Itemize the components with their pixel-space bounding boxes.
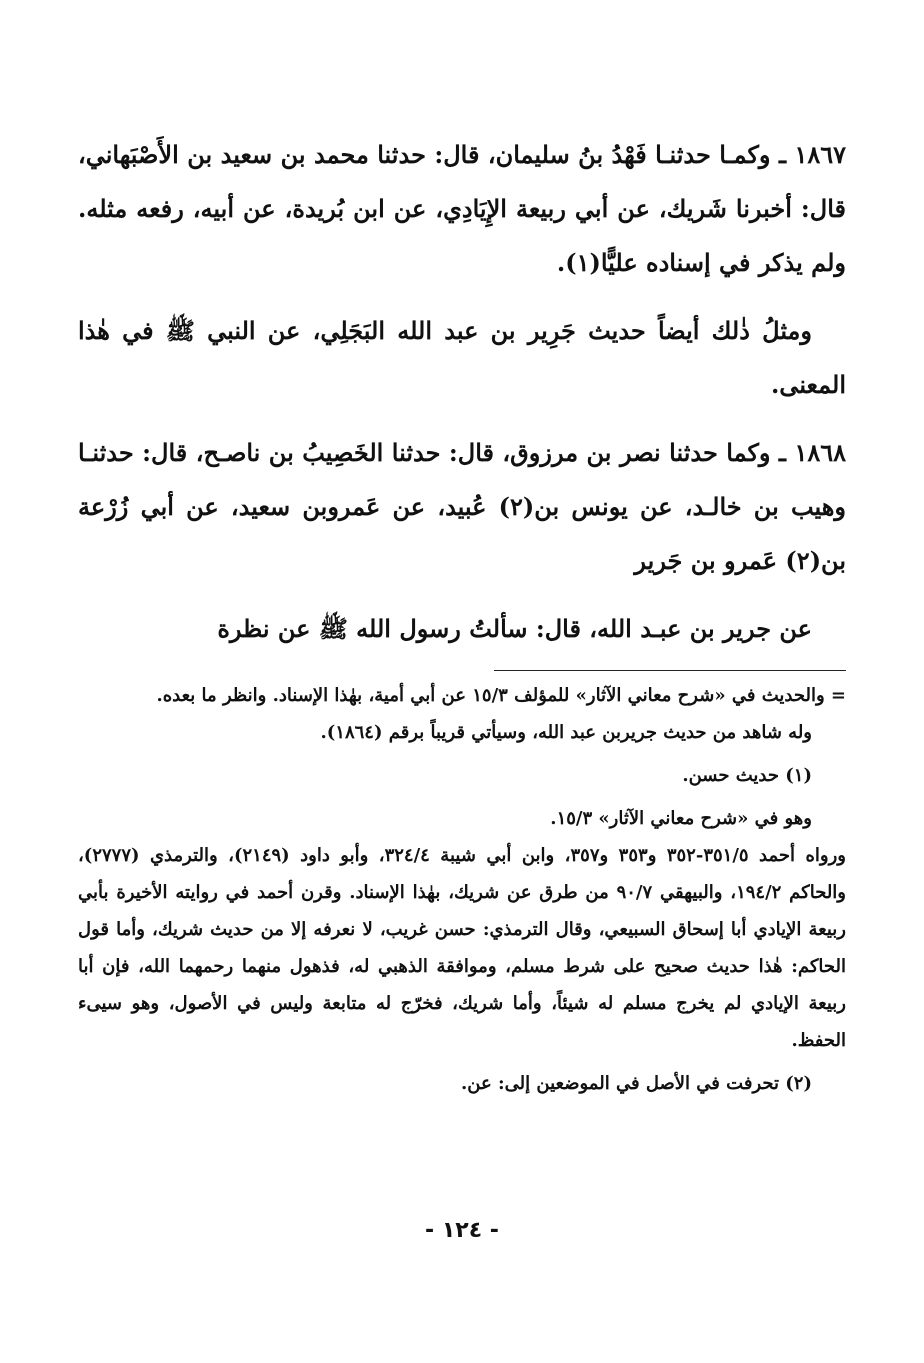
footnote-witness: وله شاهد من حديث جريربن عبد الله، وسيأتي قريباً برقم (١٨٦٤).	[320, 722, 812, 743]
footnotes	[78, 677, 846, 1102]
footnote-1-takhrij: ورواه أحمد ٣٥١/٥-٣٥٢ و٣٥٣ و٣٥٧، وابن أبي شيبة ٣٢٤/٤، وأبو داود (٢١٤٩)، والترمذي (٢٧٧٧)، والحاكم ١٩٤/٢، والبيهقي ٩٠/٧ من طرق عن شريك، بهٰذا الإسناد. وقرن أحمد في روايته الأخيرة بأبي ربيعة الإيادي أبا إسحاق السبيعي، وقال الترمذي: حسن غريب، لا نعرفه إلا من حديث شريك، وأما قول الحاكم: هٰذا حديث صحيح على شرط مسلم، وموافقة الذهبي له، فذهول منهما رحمهما الله، فإن أبا ربيعة الإيادي لم يخرج مسلم له شيئاً، وأما شريك، فخرّج له متابعة وليس في الأصول، وهو سيىء الحفظ.	[78, 845, 846, 1051]
footnote-2: (٢) تحرفت في الأصل في الموضعين إلى: عن.	[461, 1073, 812, 1094]
footnote-1-label: (١) حديث حسن.	[682, 765, 812, 786]
page-body	[78, 128, 846, 1102]
paragraph-1867: ١٨٦٧ ـ وكمـا حدثنـا فَهْدُ بنُ سليمان، قال: حدثنا محمد بن سعيد بن الأَصْبَهاني، قال: أخبرنا شَريك، عن أبي ربيعة الإِيَادِي، عن ابن بُريدة، عن أبيه، رفعه مثله. ولم يذكر في إسناده عليًّا(١).	[78, 140, 846, 277]
footnote-continuation: = والحديث في «شرح معاني الآثار» للمؤلف ١٥/٣ عن أبي أمية، بهٰذا الإسناد. وانظر ما بعده.	[156, 685, 846, 706]
footnote-1-source: وهو في «شرح معاني الآثار» ١٥/٣.	[550, 808, 812, 829]
main-text	[78, 128, 846, 656]
paragraph-jarir-note: ومثلُ ذٰلك أيضاً حديث جَرِير بن عبد الله البَجَلِي، عن النبي ﷺ في هٰذا المعنى.	[78, 316, 846, 399]
footnote-separator	[494, 670, 846, 671]
paragraph-1868: ١٨٦٨ ـ وكما حدثنا نصر بن مرزوق، قال: حدثنا الخَصِيبُ بن ناصـح، قال: حدثنـا وهيب بن خالـد، عن يونس بن(٢) عُبيد، عن عَمروبن سعيد، عن أبي زُرْعة بن(٢) عَمرو بن جَرير	[78, 438, 846, 575]
paragraph-jarir-question: عن جرير بن عبـد الله، قال: سألتُ رسول الله ﷺ عن نظرة	[217, 614, 812, 643]
page-number: - ١٢٤ -	[425, 1218, 499, 1243]
